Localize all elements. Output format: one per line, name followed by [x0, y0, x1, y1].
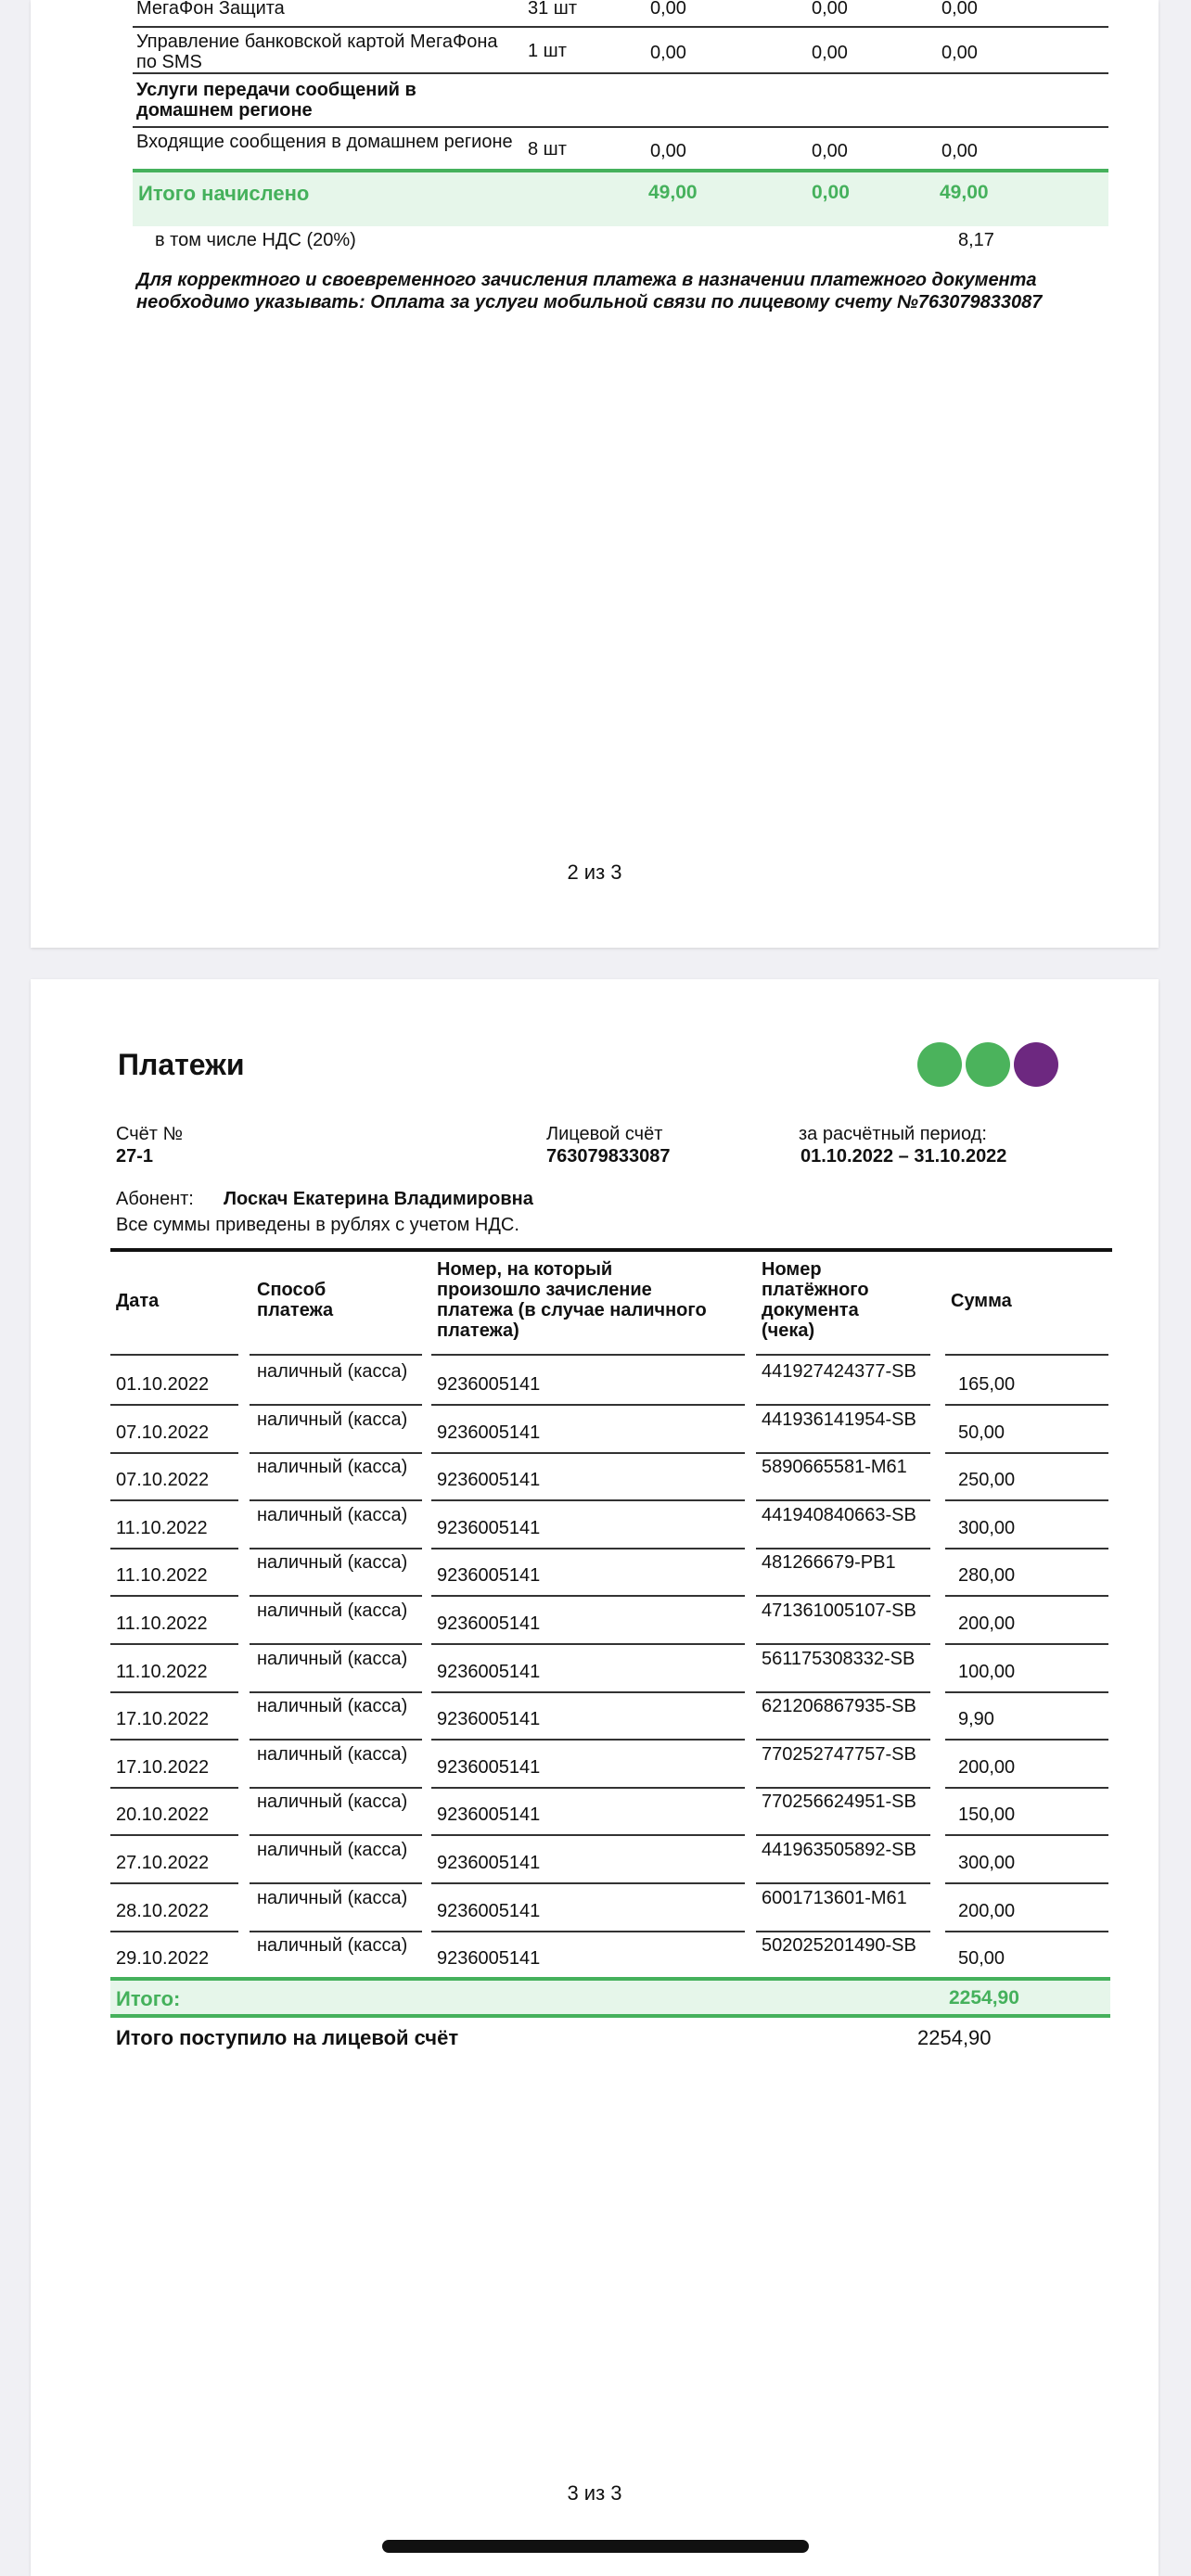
total-charged-value: 0,00: [812, 182, 850, 203]
row-divider: [756, 1739, 930, 1741]
row-divider: [756, 1691, 930, 1693]
row-divider: [431, 1834, 745, 1836]
payment-sum: 280,00: [958, 1565, 1016, 1587]
service-value: 0,00: [650, 43, 686, 63]
header-divider: [250, 1354, 422, 1356]
service-name: Управление банковской картой МегаФона по SMS: [136, 32, 498, 72]
payment-method: наличный (касса): [257, 1935, 408, 1957]
row-divider: [110, 1691, 238, 1693]
row-divider: [756, 1834, 930, 1836]
service-qty: 31 шт: [528, 0, 578, 19]
payment-sum: 200,00: [958, 1756, 1016, 1778]
payment-number: 9236005141: [437, 1900, 541, 1921]
row-divider: [431, 1404, 745, 1406]
payment-number: 9236005141: [437, 1565, 541, 1587]
payment-doc: 441927424377-SB: [762, 1361, 916, 1382]
payment-date: 11.10.2022: [116, 1661, 208, 1682]
payment-sum: 200,00: [958, 1613, 1016, 1634]
payment-doc: 770256624951-SB: [762, 1792, 916, 1813]
service-value: 0,00: [650, 0, 686, 19]
payment-sum: 200,00: [958, 1900, 1016, 1921]
row-divider: [431, 1787, 745, 1789]
row-divider: [250, 1643, 422, 1645]
payment-date: 27.10.2022: [116, 1853, 210, 1873]
row-divider: [250, 1787, 422, 1789]
row-divider: [431, 1931, 745, 1932]
row-divider: [250, 1499, 422, 1501]
logo-dot-green: [966, 1042, 1010, 1087]
row-divider: [756, 1931, 930, 1932]
page-number: 3 из 3: [567, 2481, 622, 2505]
account-label: Лицевой счёт: [546, 1124, 663, 1144]
payment-date: 07.10.2022: [116, 1422, 210, 1443]
payment-method: наличный (касса): [257, 1504, 408, 1525]
service-value: 0,00: [941, 43, 978, 63]
payment-method: наличный (касса): [257, 1600, 408, 1621]
service-value: 0,00: [812, 43, 848, 63]
vat-label: в том числе НДС (20%): [155, 230, 356, 250]
payment-method: наличный (касса): [257, 1457, 408, 1478]
service-qty: 8 шт: [528, 139, 567, 159]
logo-dot-purple: [1014, 1042, 1058, 1087]
row-divider: [756, 1643, 930, 1645]
row-divider: [756, 1548, 930, 1549]
row-divider: [110, 1548, 238, 1549]
payment-method: наличный (касса): [257, 1887, 408, 1908]
payment-doc: 770252747757-SB: [762, 1743, 916, 1765]
row-divider: [945, 1787, 1108, 1789]
row-divider: [431, 1595, 745, 1597]
payments-total-value: 2254,90: [949, 1987, 1019, 2009]
row-divider: [945, 1404, 1108, 1406]
period-value: 01.10.2022 – 31.10.2022: [800, 1146, 1007, 1167]
row-divider: [250, 1834, 422, 1836]
currency-note: Все суммы приведены в рублях с учетом НДС.: [116, 1215, 519, 1235]
row-divider: [250, 1882, 422, 1884]
row-divider: [756, 1882, 930, 1884]
payment-sum: 300,00: [958, 1853, 1016, 1873]
header-divider: [945, 1354, 1108, 1356]
header-divider: [110, 1354, 238, 1356]
payment-date: 29.10.2022: [116, 1948, 210, 1970]
row-divider: [110, 1787, 238, 1789]
row-divider: [756, 1499, 930, 1501]
payment-doc: 6001713601-M61: [762, 1887, 907, 1908]
total-charged-label: Итого начислено: [138, 182, 310, 205]
row-divider: [756, 1452, 930, 1454]
row-divider: [945, 1595, 1108, 1597]
payment-method: наличный (касса): [257, 1696, 408, 1717]
payment-sum: 50,00: [958, 1948, 1005, 1970]
row-divider: [945, 1691, 1108, 1693]
row-divider: [945, 1548, 1108, 1549]
payment-doc: 481266679-PB1: [762, 1552, 896, 1574]
period-label: за расчётный период:: [799, 1124, 987, 1144]
header-divider: [756, 1354, 930, 1356]
payment-doc: 441963505892-SB: [762, 1840, 916, 1860]
document-page-3: [31, 979, 1159, 2576]
subscriber-label: Абонент:: [116, 1189, 194, 1209]
payment-doc: 471361005107-SB: [762, 1600, 916, 1621]
row-divider: [250, 1548, 422, 1549]
row-divider: [431, 1499, 745, 1501]
payment-number: 9236005141: [437, 1853, 541, 1873]
payment-sum: 165,00: [958, 1374, 1016, 1395]
header-doc: Номер платёжного документа (чека): [762, 1259, 869, 1341]
document-page-2: [31, 0, 1159, 948]
invoice-value: 27-1: [116, 1146, 154, 1167]
payment-doc: 5890665581-M61: [762, 1457, 907, 1478]
row-divider: [110, 1882, 238, 1884]
payments-total-label: Итого:: [116, 1987, 181, 2010]
account-value: 763079833087: [546, 1146, 671, 1167]
payment-date: 17.10.2022: [116, 1756, 210, 1778]
row-divider: [945, 1931, 1108, 1932]
row-divider: [133, 126, 1108, 128]
payment-method: наличный (касса): [257, 1743, 408, 1765]
row-divider: [431, 1739, 745, 1741]
service-name: МегаФон Защита: [136, 0, 285, 19]
row-divider: [945, 1739, 1108, 1741]
payment-doc: 441940840663-SB: [762, 1504, 916, 1525]
payment-date: 07.10.2022: [116, 1470, 210, 1491]
payment-number: 9236005141: [437, 1517, 541, 1538]
row-divider: [431, 1548, 745, 1549]
payment-date: 28.10.2022: [116, 1900, 210, 1921]
payment-number: 9236005141: [437, 1470, 541, 1491]
payment-sum: 100,00: [958, 1661, 1016, 1682]
row-divider: [250, 1595, 422, 1597]
total-charged-value: 49,00: [940, 182, 989, 203]
payment-method: наличный (касса): [257, 1409, 408, 1430]
invoice-label: Счёт №: [116, 1124, 183, 1144]
payment-number: 9236005141: [437, 1709, 541, 1730]
row-divider: [945, 1452, 1108, 1454]
row-divider: [431, 1643, 745, 1645]
payment-doc: 561175308332-SB: [762, 1648, 916, 1669]
service-group-title: Услуги передачи сообщений в домашнем регионе: [136, 80, 416, 121]
home-indicator[interactable]: [382, 2540, 809, 2553]
row-divider: [945, 1643, 1108, 1645]
service-value: 0,00: [941, 0, 978, 19]
payment-method: наличный (касса): [257, 1840, 408, 1860]
table-top-rule: [110, 1248, 1112, 1252]
total-charged-value: 49,00: [648, 182, 698, 203]
payment-number: 9236005141: [437, 1804, 541, 1826]
row-divider: [945, 1834, 1108, 1836]
row-divider: [110, 1834, 238, 1836]
megafon-logo: [917, 1042, 1058, 1087]
payment-date: 01.10.2022: [116, 1374, 210, 1395]
page-number: 2 из 3: [567, 861, 622, 884]
row-divider: [133, 26, 1108, 28]
payment-number: 9236005141: [437, 1374, 541, 1395]
row-divider: [110, 1643, 238, 1645]
header-number: Номер, на который произошло зачисление платежа (в случае наличного платежа): [437, 1259, 707, 1341]
row-divider: [110, 1595, 238, 1597]
received-total-label: Итого поступило на лицевой счёт: [116, 2026, 459, 2049]
payment-method: наличный (касса): [257, 1361, 408, 1382]
page-title: Платежи: [118, 1048, 245, 1081]
row-divider: [110, 1931, 238, 1932]
payment-number: 9236005141: [437, 1613, 541, 1634]
service-value: 0,00: [812, 141, 848, 161]
payment-date: 17.10.2022: [116, 1709, 210, 1730]
row-divider: [431, 1452, 745, 1454]
row-divider: [431, 1882, 745, 1884]
payment-sum: 50,00: [958, 1422, 1005, 1443]
vat-value: 8,17: [958, 230, 994, 250]
row-divider: [250, 1452, 422, 1454]
row-divider: [945, 1499, 1108, 1501]
row-divider: [945, 1882, 1108, 1884]
payment-method: наличный (касса): [257, 1552, 408, 1574]
payment-method: наличный (касса): [257, 1648, 408, 1669]
payment-note: Для корректного и своевременного зачисления платежа в назначении платежного документа необходимо указывать: Оплата за услуги мобильной связи по лицевому счету №763079833087: [136, 270, 1043, 312]
header-sum: Сумма: [951, 1291, 1012, 1311]
row-divider: [756, 1787, 930, 1789]
payment-number: 9236005141: [437, 1948, 541, 1970]
row-divider: [133, 72, 1108, 74]
payment-sum: 250,00: [958, 1470, 1016, 1491]
header-date: Дата: [116, 1291, 160, 1311]
subscriber-value: Лоскач Екатерина Владимировна: [224, 1189, 533, 1209]
header-divider: [431, 1354, 745, 1356]
payment-number: 9236005141: [437, 1756, 541, 1778]
row-divider: [110, 1404, 238, 1406]
payment-doc: 502025201490-SB: [762, 1935, 916, 1957]
payment-number: 9236005141: [437, 1661, 541, 1682]
service-value: 0,00: [812, 0, 848, 19]
payment-number: 9236005141: [437, 1422, 541, 1443]
row-divider: [110, 1452, 238, 1454]
payment-doc: 621206867935-SB: [762, 1696, 916, 1717]
service-qty: 1 шт: [528, 41, 567, 61]
payment-date: 11.10.2022: [116, 1613, 208, 1634]
row-divider: [250, 1404, 422, 1406]
header-method: Способ платежа: [257, 1280, 334, 1320]
payment-date: 11.10.2022: [116, 1517, 208, 1538]
row-divider: [250, 1691, 422, 1693]
row-divider: [756, 1595, 930, 1597]
row-divider: [250, 1931, 422, 1932]
payment-sum: 9,90: [958, 1709, 994, 1730]
payment-method: наличный (касса): [257, 1792, 408, 1813]
row-divider: [110, 1499, 238, 1501]
payment-date: 20.10.2022: [116, 1804, 210, 1826]
row-divider: [431, 1691, 745, 1693]
payment-sum: 300,00: [958, 1517, 1016, 1538]
payment-date: 11.10.2022: [116, 1565, 208, 1587]
service-name: Входящие сообщения в домашнем регионе: [136, 132, 513, 152]
logo-dot-green: [917, 1042, 962, 1087]
received-total-value: 2254,90: [917, 2026, 992, 2049]
payment-doc: 441936141954-SB: [762, 1409, 916, 1430]
row-divider: [110, 1739, 238, 1741]
service-value: 0,00: [941, 141, 978, 161]
row-divider: [250, 1739, 422, 1741]
payment-sum: 150,00: [958, 1804, 1016, 1826]
row-divider: [756, 1404, 930, 1406]
service-value: 0,00: [650, 141, 686, 161]
